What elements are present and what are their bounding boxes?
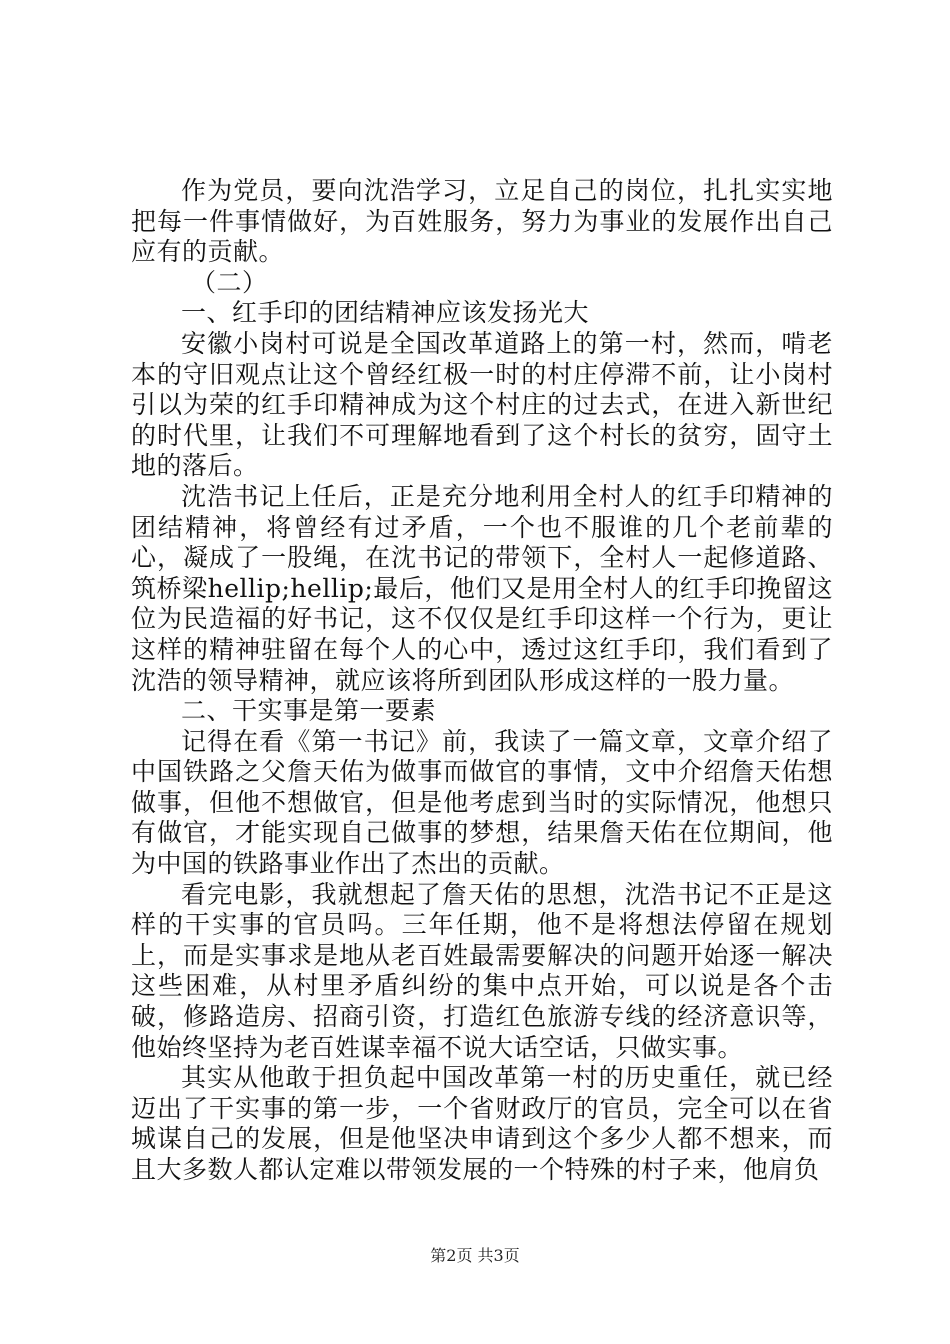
document-body [131, 176, 833, 1186]
paragraph: 看完电影，我就想起了詹天佑的思想，沈浩书记不正是这样的干实事的官员吗。三年任期，他不是将想法停留在规划上，而是实事求是地从老百姓最需要解决的问题开始逐一解决这些困难，从村里矛盾纠纷的集中点开始，可以说是各个击破，修路造房、招商引资，打造红色旅游专线的经济意识等，他始终坚持为老百姓谋幸福不说大话空话，只做实事。 [131, 879, 833, 1062]
page-footer: 第2页 共3页 [430, 1246, 520, 1265]
section-marker: （二） [191, 267, 268, 297]
section-heading: 二、干实事是第一要素 [181, 696, 437, 726]
paragraph: 其实从他敢于担负起中国改革第一村的历史重任，就已经迈出了干实事的第一步，一个省财政厅的官员，完全可以在省城谋自己的发展，但是他坚决申请到这个多少人都不想来，而且大多数人都认定难以带领发展的一个特殊的村子来，他肩负 [131, 1063, 833, 1184]
paragraph: 作为党员，要向沈浩学习，立足自己的岗位，扎扎实实地把每一件事情做好，为百姓服务，努力为事业的发展作出自己应有的贡献。 [131, 176, 833, 267]
paragraph: 记得在看《第一书记》前，我读了一篇文章，文章介绍了中国铁路之父詹天佑为做事而做官的事情，文中介绍詹天佑想做事，但他不想做官，但是他考虑到当时的实际情况，他想只有做官，才能实现自己做事的梦想，结果詹天佑在位期间，他为中国的铁路事业作出了杰出的贡献。 [131, 726, 833, 879]
section-heading: 一、红手印的团结精神应该发扬光大 [181, 298, 590, 328]
paragraph: 安徽小岗村可说是全国改革道路上的第一村，然而，啃老本的守旧观点让这个曾经红极一时的村庄停滞不前，让小岗村引以为荣的红手印精神成为这个村庄的过去式，在进入新世纪的时代里，让我们不可理解地看到了这个村长的贫穷，固守土地的落后。 [131, 328, 833, 481]
paragraph: 沈浩书记上任后，正是充分地利用全村人的红手印精神的团结精神，将曾经有过矛盾，一个也不服谁的几个老前辈的心，凝成了一股绳，在沈书记的带领下，全村人一起修道路、筑桥梁hellip;hellip;最后，他们又是用全村人的红手印挽留这位为民造福的好书记，这不仅仅是红手印这样一个行为，更让这样的精神驻留在每个人的心中，透过这红手印，我们看到了沈浩的领导精神，就应该将所到团队形成这样的一股力量。 [131, 481, 833, 695]
